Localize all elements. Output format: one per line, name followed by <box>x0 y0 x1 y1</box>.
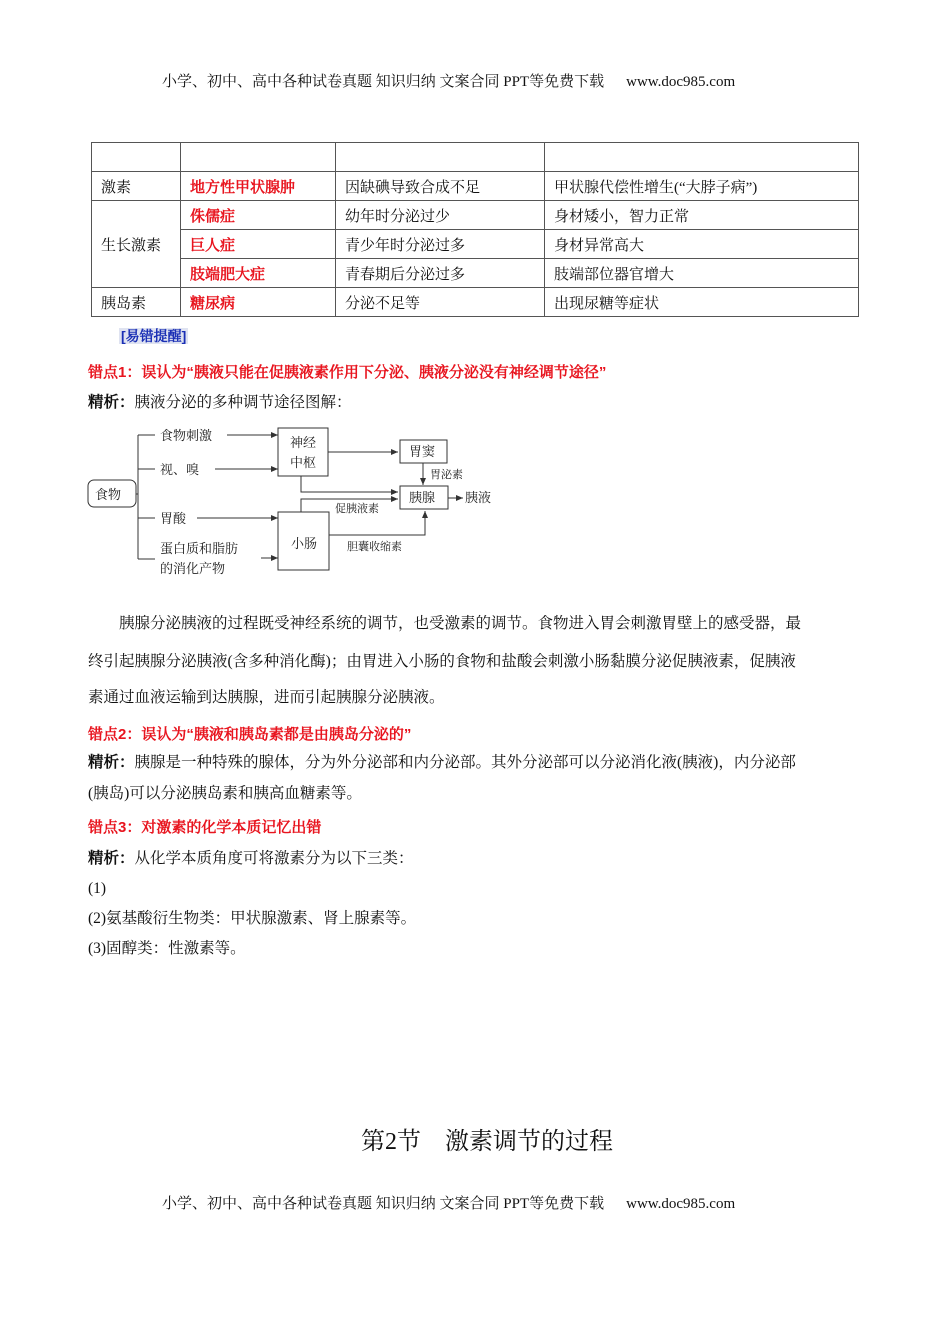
header-text: 小学、初中、高中各种试卷真题 知识归纳 文案合同 PPT等免费下载 <box>162 74 605 90</box>
diagram-stim: 食物刺激 <box>160 429 213 444</box>
hormone-disease-table <box>91 142 859 317</box>
list-item: (1) <box>88 880 107 897</box>
cell-hormone <box>92 143 181 172</box>
diagram-pancreas: 胰腺 <box>409 491 436 506</box>
cell-symptom: 甲状腺代偿性增生(“大脖子病”) <box>545 172 859 201</box>
error-2-title: 错点2：误认为“胰液和胰岛素都是由胰岛分泌的” <box>88 726 412 743</box>
cell-hormone: 激素 <box>92 172 181 201</box>
page-header <box>162 70 735 91</box>
diagram-juice: 胰液 <box>465 491 492 506</box>
error-2-analysis <box>88 755 796 771</box>
diagram-cck: 胆囊收缩素 <box>347 540 402 553</box>
analysis-text: 从化学本质角度可将激素分为以下三类： <box>134 850 414 867</box>
section-title: 第2节 激素调节的过程 <box>361 1129 613 1155</box>
cell-disease: 侏儒症 <box>181 201 336 230</box>
cell-disease: 肢端肥大症 <box>181 259 336 288</box>
cell-cause: 分泌不足等 <box>336 288 545 317</box>
page-footer <box>162 1192 735 1213</box>
diagram-products-2: 的消化产物 <box>160 562 226 577</box>
cell-cause: 青春期后分泌过多 <box>336 259 545 288</box>
error-2-analysis-cont: (胰岛)可以分泌胰岛素和胰高血糖素等。 <box>88 785 362 802</box>
analysis-label: 精析： <box>88 394 135 411</box>
table-row <box>92 288 859 317</box>
footer-url: www.doc985.com <box>626 1196 736 1212</box>
error-3-title: 错点3：对激素的化学本质记忆出错 <box>88 819 322 836</box>
cell-cause: 幼年时分泌过少 <box>336 201 545 230</box>
cell-symptom: 身材异常高大 <box>545 230 859 259</box>
diagram-gastrin: 胃泌素 <box>430 468 463 481</box>
list-item: (2)氨基酸衍生物类：甲状腺激素、肾上腺素等。 <box>88 910 417 927</box>
explain-line-3: 素通过血液运输到达胰腺，进而引起胰腺分泌胰液。 <box>88 689 445 706</box>
analysis-label: 精析： <box>88 754 135 771</box>
diagram-sight: 视、嗅 <box>160 463 200 478</box>
cell-symptom: 身材矮小，智力正常 <box>545 201 859 230</box>
cell-cause <box>336 143 545 172</box>
cell-disease: 糖尿病 <box>181 288 336 317</box>
cell-hormone: 生长激素 <box>92 201 181 288</box>
diagram-food: 食物 <box>95 488 122 503</box>
cell-symptom: 肢端部位器官增大 <box>545 259 859 288</box>
table-row <box>92 230 859 259</box>
header-url: www.doc985.com <box>626 74 736 90</box>
diagram-intestine: 小肠 <box>291 537 318 552</box>
table-row <box>92 201 859 230</box>
cell-cause: 因缺碘导致合成不足 <box>336 172 545 201</box>
diagram-antrum: 胃窦 <box>409 445 436 460</box>
analysis-text: 胰液分泌的多种调节途径图解： <box>134 394 352 411</box>
diagram-products-1: 蛋白质和脂肪 <box>160 542 239 557</box>
cell-cause: 青少年时分泌过多 <box>336 230 545 259</box>
explain-line-2: 终引起胰腺分泌胰液(含多种消化酶)；由胃进入小肠的食物和盐酸会刺激小肠黏膜分泌促胰液素，促胰液 <box>88 653 796 670</box>
tip-heading: [易错提醒] <box>121 328 187 344</box>
diagram-center-1: 神经 <box>290 436 317 451</box>
cell-hormone: 胰岛素 <box>92 288 181 317</box>
cell-symptom <box>545 143 859 172</box>
error-3-analysis <box>88 851 414 867</box>
diagram-acid: 胃酸 <box>160 512 187 527</box>
analysis-label: 精析： <box>88 850 135 867</box>
list-item: (3)固醇类：性激素等。 <box>88 940 246 957</box>
error-1-title: 错点1：误认为“胰液只能在促胰液素作用下分泌、胰液分泌没有神经调节途径” <box>88 364 607 381</box>
footer-text: 小学、初中、高中各种试卷真题 知识归纳 文案合同 PPT等免费下载 <box>162 1196 605 1212</box>
table-row <box>92 143 859 172</box>
diagram-center-2: 中枢 <box>290 456 317 471</box>
cell-disease: 地方性甲状腺肿 <box>181 172 336 201</box>
error-1-analysis <box>88 395 352 411</box>
diagram-secretin: 促胰液素 <box>335 502 379 515</box>
pancreatic-secretion-diagram <box>85 420 515 580</box>
cell-disease: 巨人症 <box>181 230 336 259</box>
analysis-text: 胰腺是一种特殊的腺体，分为外分泌部和内分泌部。其外分泌部可以分泌消化液(胰液)，内分泌部 <box>134 754 796 771</box>
table-row <box>92 172 859 201</box>
cell-symptom: 出现尿糖等症状 <box>545 288 859 317</box>
table-row <box>92 259 859 288</box>
cell-disease <box>181 143 336 172</box>
tip-heading-wrap <box>119 326 188 346</box>
explain-line-1: 胰腺分泌胰液的过程既受神经系统的调节，也受激素的调节。食物进入胃会刺激胃壁上的感受器，最 <box>119 615 802 632</box>
